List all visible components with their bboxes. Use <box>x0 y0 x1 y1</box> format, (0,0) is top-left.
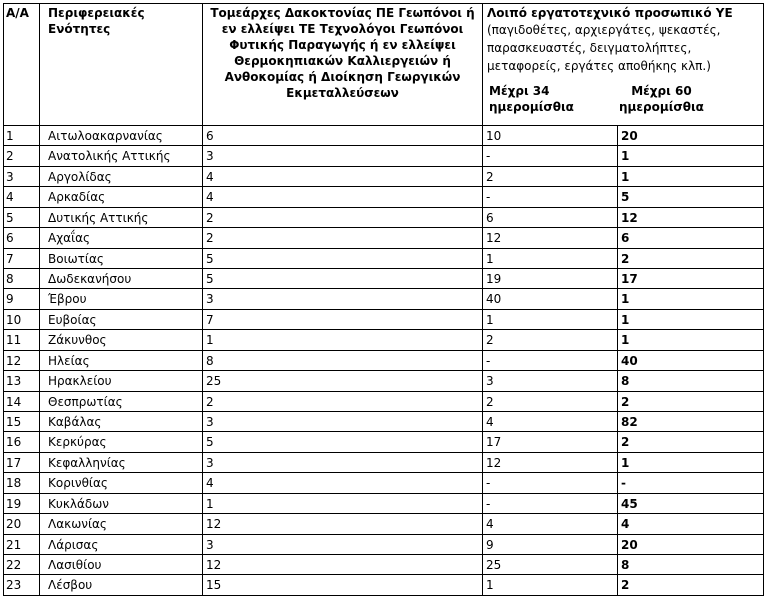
cell-n: 14 <box>3 392 40 412</box>
cell-region: Λασιθίου <box>40 555 203 575</box>
cell-n: 12 <box>3 351 40 371</box>
cell-region: Αιτωλοακαρνανίας <box>40 126 203 146</box>
cell-region: Βοιωτίας <box>40 249 203 269</box>
cell-region: Καβάλας <box>40 412 203 432</box>
cell-region: Λέσβου <box>40 575 203 595</box>
cell-region: Κορινθίας <box>40 473 203 493</box>
cell-d60: 2 <box>618 392 764 412</box>
cell-n: 18 <box>3 473 40 493</box>
cell-d60: 45 <box>618 494 764 514</box>
cell-agr: 2 <box>203 208 483 228</box>
cell-region: Ζάκυνθος <box>40 330 203 350</box>
cell-d60: 17 <box>618 269 764 289</box>
cell-n: 4 <box>3 187 40 207</box>
cell-agr: 3 <box>203 412 483 432</box>
cell-region: Ευβοίας <box>40 310 203 330</box>
cell-d60: 6 <box>618 228 764 248</box>
cell-agr: 2 <box>203 228 483 248</box>
cell-region: Λάρισας <box>40 535 203 555</box>
cell-n: 7 <box>3 249 40 269</box>
cell-d34: 1 <box>483 310 618 330</box>
cell-n: 2 <box>3 146 40 166</box>
header-sub60-line1: Μέχρι 60 <box>631 84 692 98</box>
cell-d34: 1 <box>483 249 618 269</box>
cell-n: 5 <box>3 208 40 228</box>
header-sub34-line1: Μέχρι 34 <box>489 84 550 98</box>
cell-d34: 10 <box>483 126 618 146</box>
cell-d34: 2 <box>483 167 618 187</box>
cell-region: Ηλείας <box>40 351 203 371</box>
cell-d60: 1 <box>618 289 764 309</box>
cell-d60: 2 <box>618 432 764 452</box>
cell-agr: 15 <box>203 575 483 595</box>
cell-agr: 2 <box>203 392 483 412</box>
header-agronomists-text: Τομεάρχες Δακοκτονίας ΠΕ Γεωπόνοι ή εν ελλείψει ΤΕ Τεχνολόγοι Γεωπόνοι Φυτικής Παραγωγής ή εν ελλείψει Θερμοκηπιακών Καλλιεργειών ή Ανθοκομίας ή Διοίκηση Γεωργικών Εκμεταλλεύσεων <box>210 6 475 100</box>
cell-agr: 6 <box>203 126 483 146</box>
header-sub34-line2: ημερομίσθια <box>489 100 574 114</box>
cell-region: Θεσπρωτίας <box>40 392 203 412</box>
cell-d34: 2 <box>483 330 618 350</box>
cell-d34: - <box>483 351 618 371</box>
cell-d34: - <box>483 187 618 207</box>
cell-agr: 12 <box>203 514 483 534</box>
cell-agr: 5 <box>203 249 483 269</box>
cell-d60: - <box>618 473 764 493</box>
header-region-text: Περιφερειακές Ενότητες <box>48 6 145 36</box>
cell-region: Έβρου <box>40 289 203 309</box>
cell-n: 10 <box>3 310 40 330</box>
cell-n: 22 <box>3 555 40 575</box>
cell-d60: 1 <box>618 167 764 187</box>
cell-region: Δυτικής Αττικής <box>40 208 203 228</box>
cell-n: 21 <box>3 535 40 555</box>
cell-n: 19 <box>3 494 40 514</box>
cell-agr: 7 <box>203 310 483 330</box>
cell-agr: 4 <box>203 187 483 207</box>
cell-d34: 2 <box>483 392 618 412</box>
cell-d60: 82 <box>618 412 764 432</box>
cell-region: Κερκύρας <box>40 432 203 452</box>
cell-region: Δωδεκανήσου <box>40 269 203 289</box>
cell-region: Αρκαδίας <box>40 187 203 207</box>
cell-agr: 1 <box>203 330 483 350</box>
cell-d60: 1 <box>618 146 764 166</box>
cell-d34: 9 <box>483 535 618 555</box>
cell-agr: 5 <box>203 432 483 452</box>
cell-d34: 17 <box>483 432 618 452</box>
cell-agr: 25 <box>203 371 483 391</box>
header-other-staff <box>483 3 764 126</box>
cell-region: Λακωνίας <box>40 514 203 534</box>
cell-d34: 4 <box>483 514 618 534</box>
cell-d34: 4 <box>483 412 618 432</box>
cell-agr: 5 <box>203 269 483 289</box>
cell-agr: 3 <box>203 453 483 473</box>
cell-agr: 4 <box>203 167 483 187</box>
header-region <box>40 3 203 126</box>
cell-d60: 20 <box>618 126 764 146</box>
cell-region: Αργολίδας <box>40 167 203 187</box>
cell-n: 15 <box>3 412 40 432</box>
cell-d34: - <box>483 494 618 514</box>
cell-d34: 3 <box>483 371 618 391</box>
cell-region: Κεφαλληνίας <box>40 453 203 473</box>
cell-n: 3 <box>3 167 40 187</box>
cell-d34: - <box>483 146 618 166</box>
cell-agr: 8 <box>203 351 483 371</box>
cell-n: 13 <box>3 371 40 391</box>
cell-region: Ηρακλείου <box>40 371 203 391</box>
cell-n: 23 <box>3 575 40 595</box>
cell-d60: 2 <box>618 249 764 269</box>
cell-n: 16 <box>3 432 40 452</box>
cell-d60: 1 <box>618 330 764 350</box>
staffing-table <box>3 3 764 596</box>
header-other-staff-desc: (παγιδοθέτες, αρχιεργάτες, ψεκαστές, παρασκευαστές, δειγματολήπτες, μεταφορείς, εργάτες αποθήκης κλπ.) <box>487 23 721 73</box>
header-sub34 <box>489 83 574 115</box>
cell-d60: 4 <box>618 514 764 534</box>
cell-agr: 1 <box>203 494 483 514</box>
header-aa-text: Α/Α <box>6 6 29 20</box>
cell-d60: 1 <box>618 453 764 473</box>
cell-n: 8 <box>3 269 40 289</box>
cell-agr: 3 <box>203 535 483 555</box>
cell-region: Αχαΐας <box>40 228 203 248</box>
header-other-staff-title: Λοιπό εργατοτεχνικό προσωπικό ΥΕ <box>487 6 733 20</box>
header-agronomists <box>203 3 483 126</box>
cell-agr: 3 <box>203 289 483 309</box>
cell-n: 9 <box>3 289 40 309</box>
cell-d60: 20 <box>618 535 764 555</box>
cell-d34: 25 <box>483 555 618 575</box>
cell-region: Κυκλάδων <box>40 494 203 514</box>
cell-agr: 3 <box>203 146 483 166</box>
cell-n: 6 <box>3 228 40 248</box>
cell-n: 17 <box>3 453 40 473</box>
cell-d60: 1 <box>618 310 764 330</box>
cell-agr: 4 <box>203 473 483 493</box>
cell-d60: 12 <box>618 208 764 228</box>
cell-d60: 5 <box>618 187 764 207</box>
cell-region: Ανατολικής Αττικής <box>40 146 203 166</box>
cell-n: 11 <box>3 330 40 350</box>
cell-agr: 12 <box>203 555 483 575</box>
header-sub60-line2: ημερομίσθια <box>619 100 704 114</box>
cell-n: 20 <box>3 514 40 534</box>
cell-d60: 8 <box>618 371 764 391</box>
cell-d60: 40 <box>618 351 764 371</box>
cell-d60: 2 <box>618 575 764 595</box>
cell-d34: 40 <box>483 289 618 309</box>
cell-d34: 6 <box>483 208 618 228</box>
cell-d34: - <box>483 473 618 493</box>
cell-d60: 8 <box>618 555 764 575</box>
cell-d34: 1 <box>483 575 618 595</box>
cell-n: 1 <box>3 126 40 146</box>
header-sub60 <box>619 83 704 115</box>
cell-d34: 19 <box>483 269 618 289</box>
cell-d34: 12 <box>483 228 618 248</box>
header-aa <box>3 3 40 126</box>
cell-d34: 12 <box>483 453 618 473</box>
